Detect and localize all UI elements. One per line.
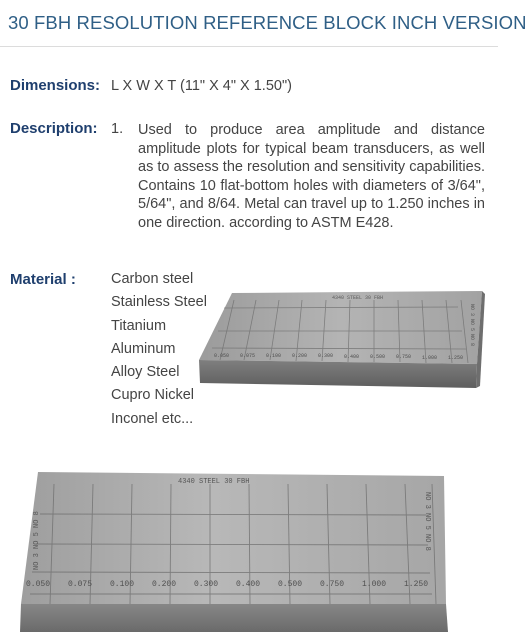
scale-label: 0.400 bbox=[344, 354, 360, 360]
scale-label: 0.075 bbox=[68, 580, 93, 589]
scale-label: 1.250 bbox=[404, 580, 429, 589]
description-label: Description: bbox=[10, 120, 98, 137]
side-stamp-left: NO 3 NO 5 NO 8 bbox=[33, 511, 41, 570]
scale-label: 1.000 bbox=[362, 580, 387, 589]
page-title: 30 FBH RESOLUTION REFERENCE BLOCK INCH VERSION bbox=[8, 12, 527, 33]
material-item: Inconel etc... bbox=[111, 410, 194, 427]
material-item: Stainless Steel bbox=[111, 294, 207, 311]
scale-label: 0.300 bbox=[318, 353, 334, 359]
dimensions-label: Dimensions: bbox=[10, 77, 101, 94]
title-divider bbox=[0, 46, 498, 47]
scale-label: 1.250 bbox=[448, 355, 464, 361]
description-text: Used to produce area amplitude and distance amplitude plots for typical beam transducers, as well as to assess the resolution and sensitivity capabilities. Contains 10 flat-bottom holes with diameters of 3/64", 5/64", and 8/64. Metal can travel up to 1.250 inches in one direction. according to ASTM E428. bbox=[138, 122, 485, 231]
material-item: Titanium bbox=[111, 317, 167, 334]
reference-block-photo-large bbox=[18, 470, 464, 636]
scale-label: 0.200 bbox=[292, 353, 308, 359]
scale-label: 0.400 bbox=[236, 580, 261, 589]
side-stamp-right: NO 3 NO 5 NO 8 bbox=[423, 492, 431, 551]
material-item: Aluminum bbox=[111, 340, 176, 357]
scale-label: 0.100 bbox=[110, 580, 135, 589]
top-stamp-large: 4340 STEEL 30 FBH bbox=[178, 478, 250, 486]
side-stamp-small: NO 3 NO 5 NO 8 bbox=[469, 304, 475, 347]
scale-label: 1.000 bbox=[422, 355, 438, 361]
scale-label: 0.500 bbox=[278, 580, 303, 589]
scale-label: 0.050 bbox=[214, 353, 230, 359]
reference-block-photo-small bbox=[196, 290, 488, 402]
scale-label: 0.075 bbox=[240, 353, 256, 359]
scale-label: 0.100 bbox=[266, 353, 282, 359]
material-item: Cupro Nickel bbox=[111, 387, 194, 404]
top-stamp-small: 4340 STEEL 30 FBH bbox=[332, 295, 384, 301]
scale-label: 0.050 bbox=[26, 580, 51, 589]
scale-label: 0.500 bbox=[370, 354, 386, 360]
material-item: Carbon steel bbox=[111, 271, 194, 287]
scale-label: 0.300 bbox=[194, 580, 219, 589]
scale-label: 0.200 bbox=[152, 580, 177, 589]
material-item: Alloy Steel bbox=[111, 364, 180, 381]
material-label: Material : bbox=[10, 271, 76, 288]
scale-label: 0.750 bbox=[320, 580, 345, 589]
dimensions-value: L X W X T (11" X 4" X 1.50") bbox=[111, 78, 292, 94]
scale-label: 0.750 bbox=[396, 354, 412, 360]
material-list bbox=[111, 268, 207, 431]
description-number: 1. bbox=[111, 121, 124, 137]
